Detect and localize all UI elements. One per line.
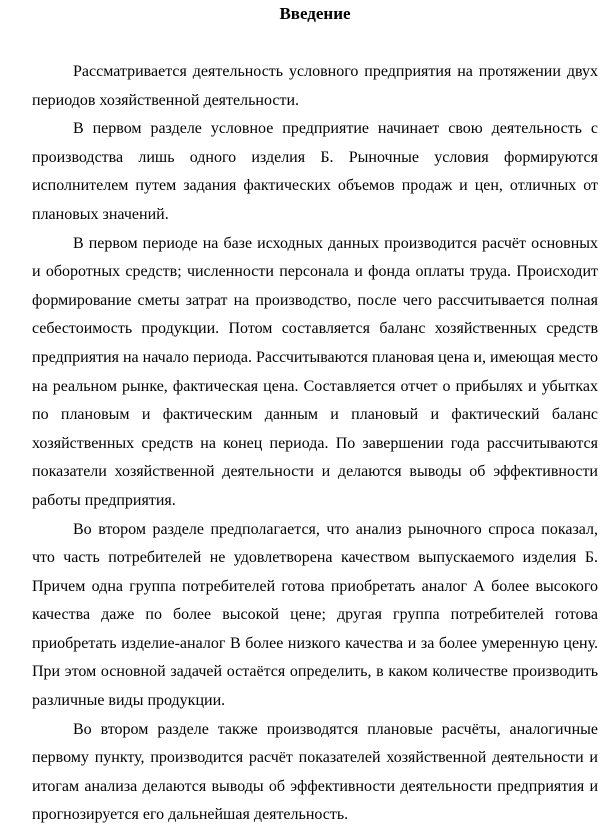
paragraph-3: В первом периоде на базе исходных данных производится расчёт основных и оборотных средств; численности персонала и фонда оплаты труда. Происходит формирование сметы затрат на производство, после чего рассчитывается полная себестоимость продукции. Потом составляется баланс хозяйственных средств предприятия на начало периода. Рассчитываются плановая цена и, имеющая место на реальном рынке, фактическая цена. Составляется отчет о прибылях и убытках по плановым и фактическим данным и плановый и фактический баланс хозяйственных средств на конец периода. По завершении года рассчитываются показатели хозяйственной деятельности и делаются выводы об эффективности работы предприятия.	[32, 234, 598, 509]
title-spacer	[32, 28, 598, 58]
paragraph-4: Во втором разделе предполагается, что анализ рыночного спроса показал, что часть потребителей не удовлетворена качеством выпускаемого изделия Б. Причем одна группа потребителей готова приобретать аналог А более высокого качества даже по более высокой цене; другая группа потребителей готова приобретать изделие-аналог В более низкого качества и за более умеренную цену. При этом основной задачей остаётся определить, в каком количестве производить различные виды продукции.	[32, 520, 598, 710]
paragraph-2: В первом разделе условное предприятие начинает свою деятельность с производства лишь одного изделия Б. Рыночные условия формируются исполнителем путем задания фактических объемов продаж и цен, отличных от плановых значений.	[32, 120, 598, 223]
paragraph-1: Рассматривается деятельность условного предприятия на протяжении двух периодов хозяйственной деятельности.	[32, 63, 598, 109]
page-title: Введение	[279, 4, 351, 23]
paragraph-5: Во втором разделе также производятся плановые расчёты, аналогичные первому пункту, производится расчёт показателей хозяйственной деятельности и итогам анализа делаются выводы об эффективности деятельности предприятия и прогнозируется его дальнейшая деятельность.	[32, 720, 598, 824]
